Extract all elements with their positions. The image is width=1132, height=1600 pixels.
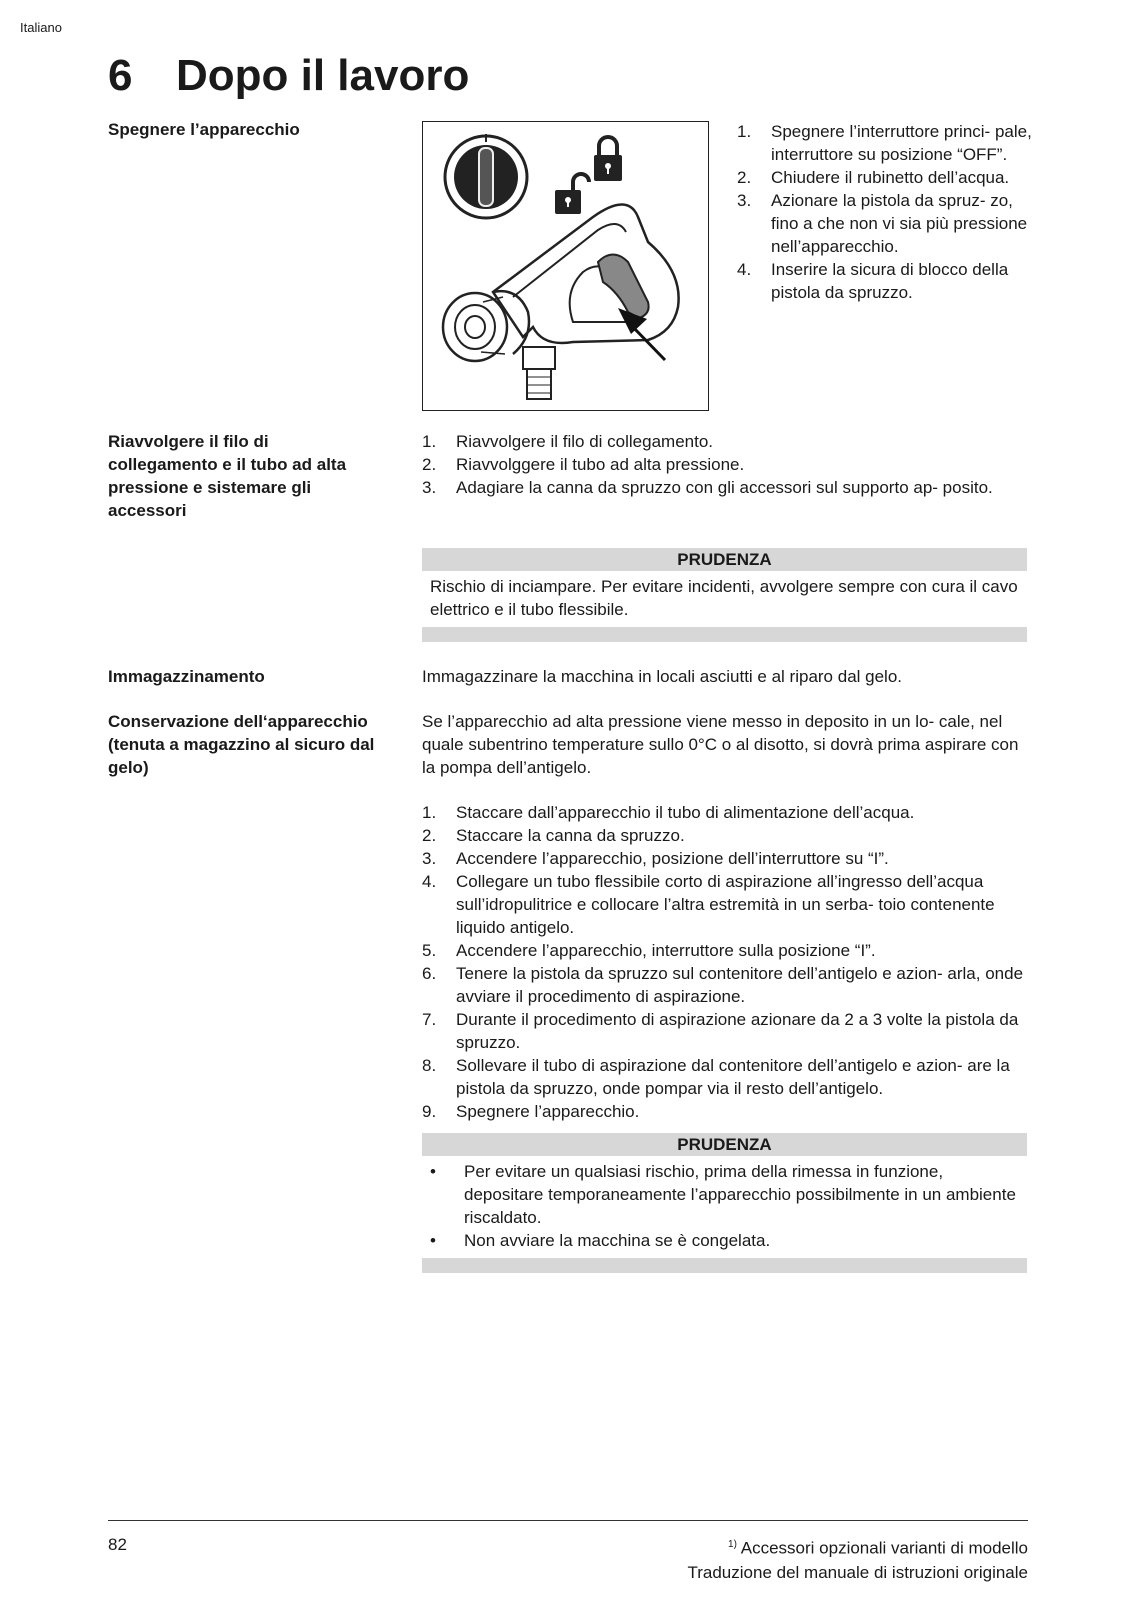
list-item <box>422 1100 1026 1123</box>
step-text: Staccare la canna da spruzzo. <box>456 826 685 845</box>
list-item <box>430 1160 1019 1229</box>
section-heading-storage: Immagazzinamento <box>108 667 265 686</box>
step-text: Durante il procedimento di aspirazione azionare da 2 a 3 volte la pistola da spruzzo. <box>456 1010 1019 1052</box>
step-number: 1. <box>737 122 752 141</box>
caution-text: Rischio di inciampare. Per evitare incidenti, avvolgere sempre con cura il cavo elettrico e il tubo flessibile. <box>430 577 1018 619</box>
step-text: Riavvolgere il filo di collegamento. <box>456 432 714 451</box>
caution-footer-bar <box>422 627 1027 642</box>
step-text: Staccare dall’apparecchio il tubo di alimentazione dell’acqua. <box>456 803 915 822</box>
step-number: 6. <box>422 964 437 983</box>
caution-box-frost <box>422 1133 1027 1273</box>
step-number: 2. <box>422 826 437 845</box>
step-text: Riavvolggere il tubo ad alta pressione. <box>456 455 745 474</box>
chapter-title-text: Dopo il lavoro <box>176 51 470 100</box>
list-item <box>737 258 1037 304</box>
step-number: 1. <box>422 432 437 451</box>
step-text: Accendere l’apparecchio, interruttore sulla posizione “I”. <box>456 941 876 960</box>
footer-notes <box>687 1533 1028 1585</box>
spray-gun-illustration <box>423 122 708 410</box>
step-number: 3. <box>737 191 752 210</box>
list-item <box>422 476 1026 499</box>
caution-list <box>422 1156 1027 1254</box>
rewind-steps-list <box>422 430 1026 499</box>
list-item <box>422 939 1026 962</box>
step-text: Adagiare la canna da spruzzo con gli accessori sul supporto ap- posito. <box>456 478 993 497</box>
step-text: Chiudere il rubinetto dell’acqua. <box>771 168 1010 187</box>
list-item <box>737 120 1037 166</box>
caution-item-text: Non avviare la macchina se è congelata. <box>464 1231 771 1250</box>
lock-open-icon <box>555 174 589 214</box>
step-number: 4. <box>422 872 437 891</box>
off-steps-list <box>737 120 1037 304</box>
step-number: 2. <box>737 168 752 187</box>
step-number: 5. <box>422 941 437 960</box>
list-item <box>422 430 1026 453</box>
list-item <box>422 1008 1026 1054</box>
list-item <box>422 801 1026 824</box>
bullet: • <box>430 1231 436 1250</box>
step-text: Spegnere l’apparecchio. <box>456 1102 640 1121</box>
step-text: Sollevare il tubo di aspirazione dal contenitore dell’antigelo e azion- are la pistola da spruzzo, onde pompar via il resto dell’antigelo. <box>456 1056 1010 1098</box>
step-text: Spegnere l’interruttore princi- pale, interruttore su posizione “OFF”. <box>771 122 1032 164</box>
step-number: 1. <box>422 803 437 822</box>
list-item <box>422 870 1026 939</box>
step-text: Azionare la pistola da spruz- zo, fino a che non vi sia più pressione nell’apparecchio. <box>771 191 1028 256</box>
step-text: Collegare un tubo flessibile corto di aspirazione all’ingresso dell’acqua sull’idropulitrice e collocare l’altra estremità in un serba- toio contenente liquido antigelo. <box>456 872 995 937</box>
footnote-mark: 1) <box>728 1539 737 1550</box>
section-heading-rewind: Riavvolgere il filo di collegamento e il tubo ad alta pressione e sistemare gli accessori <box>108 432 347 520</box>
section-heading-off: Spegnere l’apparecchio <box>108 120 300 139</box>
caution-item-text: Per evitare un qualsiasi rischio, prima della rimessa in funzione, depositare temporaneamente l’apparecchio possibilmente in un ambiente riscaldato. <box>464 1162 1016 1227</box>
step-text: Accendere l’apparecchio, posizione dell’interruttore su “I”. <box>456 849 889 868</box>
step-number: 7. <box>422 1010 437 1029</box>
caution-title: PRUDENZA <box>422 1133 1027 1156</box>
footnote-text: Accessori opzionali varianti di modello <box>740 1538 1028 1558</box>
step-number: 2. <box>422 455 437 474</box>
translation-note: Traduzione del manuale di istruzioni originale <box>687 1562 1028 1582</box>
chapter-number: 6 <box>108 51 133 100</box>
frost-intro: Se l’apparecchio ad alta pressione viene messo in deposito in un lo- cale, nel quale subentrino temperature sullo 0°C o al disotto, si dovrà prima aspirare con la pompa dell’antigelo. <box>422 712 1019 777</box>
spray-gun-figure <box>422 121 709 411</box>
footnote <box>687 1533 1028 1561</box>
step-number: 9. <box>422 1102 437 1121</box>
list-item <box>422 847 1026 870</box>
step-number: 8. <box>422 1056 437 1075</box>
caution-box-rewind <box>422 548 1027 642</box>
step-text: Tenere la pistola da spruzzo sul contenitore dell’antigelo e azion- arla, onde avviare il procedimento di aspirazione. <box>456 964 1024 1006</box>
bullet: • <box>430 1162 436 1181</box>
footer-divider <box>108 1520 1028 1521</box>
section-heading-frost: Conservazione dell‘apparecchio (tenuta a magazzino al sicuro dal gelo) <box>108 712 375 777</box>
list-item <box>422 1054 1026 1100</box>
chapter-title <box>108 48 469 104</box>
step-text: Inserire la sicura di blocco della pistola da spruzzo. <box>771 260 1009 302</box>
step-number: 4. <box>737 260 752 279</box>
frost-steps-list <box>422 801 1026 1123</box>
step-number: 3. <box>422 849 437 868</box>
list-item <box>737 166 1037 189</box>
list-item <box>422 824 1026 847</box>
step-number: 3. <box>422 478 437 497</box>
list-item <box>737 189 1037 258</box>
storage-text: Immagazzinare la macchina in locali asciutti e al riparo dal gelo. <box>422 667 903 686</box>
caution-title: PRUDENZA <box>422 548 1027 571</box>
language-label: Italiano <box>20 20 62 35</box>
lock-closed-icon <box>594 137 622 181</box>
list-item <box>430 1229 1019 1252</box>
list-item <box>422 453 1026 476</box>
page-number: 82 <box>108 1535 127 1554</box>
list-item <box>422 962 1026 1008</box>
caution-footer-bar <box>422 1258 1027 1273</box>
